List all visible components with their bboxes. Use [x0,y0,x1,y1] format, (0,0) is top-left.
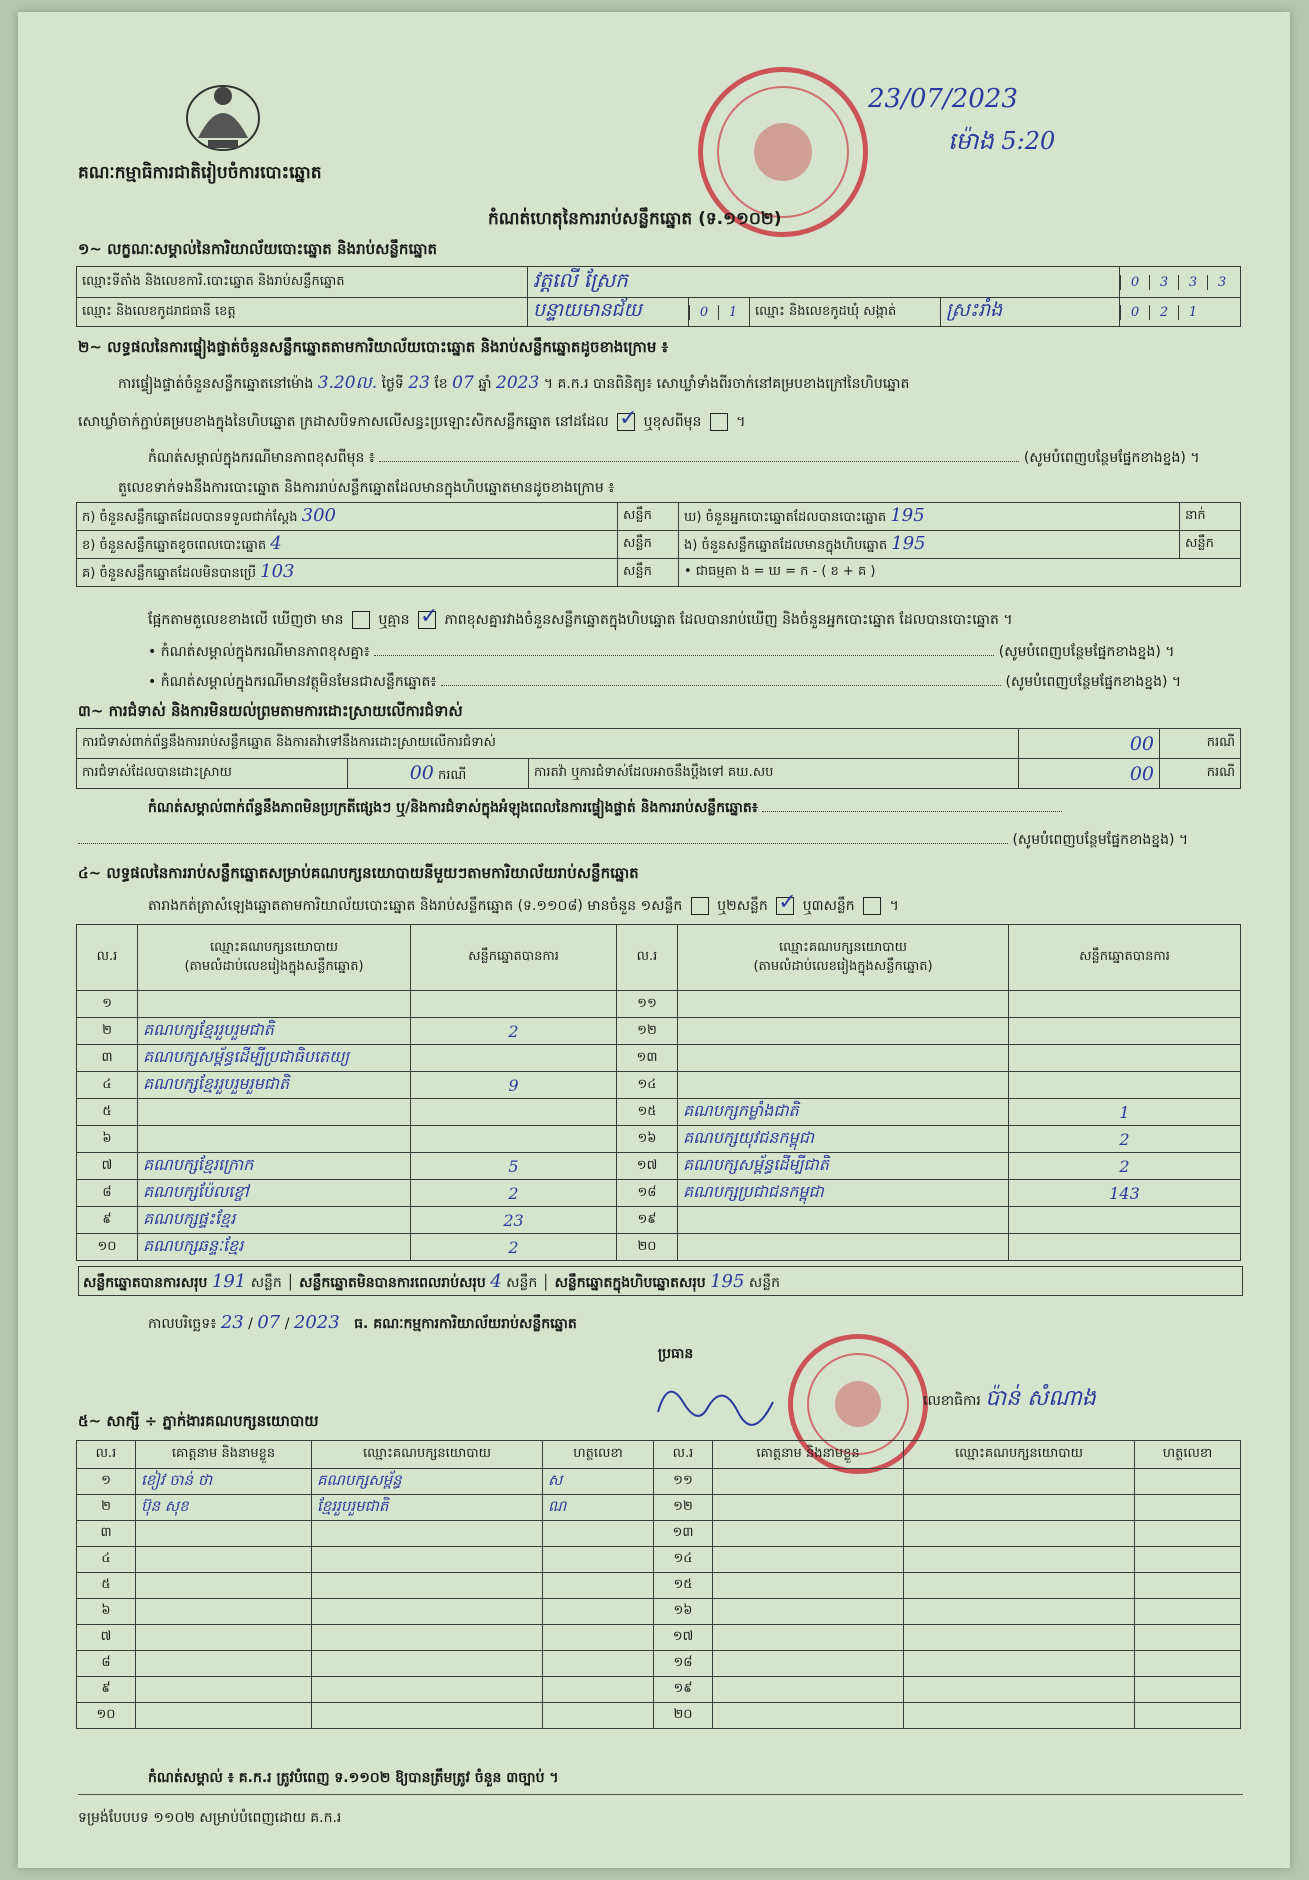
result-votes: 143 [1109,1183,1140,1203]
valid-total-unit: សន្លឹក [250,1275,282,1291]
witness-party: ខ្មែររួបរួមជាតិ [317,1496,389,1515]
col-no-right: ល.រ [617,925,678,991]
committee-label: ធ. គណៈកម្មការការិយាល័យរាប់សន្លឹកឆ្នោត [354,1316,577,1332]
has-diff-checkbox[interactable] [352,611,370,629]
witness-no: ២ [101,1499,111,1514]
appeal-value: 00 [1129,762,1154,785]
results-row [77,1018,1241,1045]
result-no: ១ [102,995,112,1011]
result-no: ១៣ [636,1049,658,1065]
w-col-sign-right: ហត្ថលេខា [1135,1441,1241,1469]
result-party: គណបក្សកម្លាំងជាតិ [683,1101,799,1120]
fill-more-2: (សូមបំពេញបន្ថែមផ្នែកខាងខ្នង) ។ [998,644,1175,660]
section4-title: ៤~ លទ្ធផលនៃការរាប់សន្លឹកឆ្នោតសម្រាប់គណបក្សនយោបាយនីមួយៗតាមការិយាល័យរាប់សន្លឹកឆ្នោត [78,864,639,882]
in-box-value: 195 [891,533,926,554]
witness-signature: ណ [548,1496,567,1515]
objection-value: 00 [1129,732,1154,755]
bullet-diff-line [148,642,1174,663]
box-total-value: 195 [710,1271,745,1292]
province-code-1: 0 [689,305,718,320]
witness-row [77,1469,1241,1495]
result-party: គណបក្សសម្ព័ន្ធដើម្បីប្រជាធិបតេយ្យ [143,1047,350,1066]
witness-name: ខៀវ ចាន់ ថា [141,1470,213,1489]
voters-value: 195 [890,505,925,526]
verify-seal-text: សោឃ្លាំចាក់ភ្ជាប់គម្របខាងក្នុងនៃហិបឆ្នោត ក្រដាសបិទកាសលើសន្ធះប្រឡោះសិកសន្លឹកឆ្នោត នៅដដែល [78,414,609,430]
witness-no: ៩ [101,1681,111,1696]
objection-label: ការជំទាស់ពាក់ព័ន្ធនឹងការរាប់សន្លឹកឆ្នោត និងការតវ៉ាទៅនឹងការដោះស្រាយលើការជំទាស់ [77,729,1019,759]
commune-label: ឈ្មោះ និងលេខកូដឃុំ សង្កាត់ [750,298,941,327]
witness-no: ១១ [673,1473,693,1488]
province-label: ឈ្មោះ និងលេខកូដរាជធានី ខេត្ត [77,298,528,327]
result-no: ១៨ [637,1184,657,1200]
results-row [77,1153,1241,1180]
section5-title: ៥~ សាក្សី ÷ ភ្នាក់ងារគណបក្សនយោបាយ [78,1412,319,1430]
commune-code-2: 2 [1149,305,1178,320]
verify-checked-text: ។ គ.ក.រ បានពិនិត្យ៖ សោឃ្លាំទាំងពីរចាក់នៅគម្របខាងក្រៅនៃហិបឆ្នោត [543,376,910,392]
voters-label: ឃ) ចំនួនអ្នកបោះឆ្នោតដែលបានបោះឆ្នោត [684,510,887,525]
witness-row [77,1573,1241,1599]
result-party: គណបក្សខ្មែរក្រោក [143,1155,254,1174]
no-diff-checkbox[interactable] [418,611,436,629]
box-total-label: សន្លឹកឆ្នោតក្នុងហិបឆ្នោតសរុប [554,1275,706,1291]
discrepancy-text: ភាពខុសគ្នារវាងចំនួនសន្លឹកឆ្នោតក្នុងហិបឆ្នោត ដែលបានរាប់ឃើញ និងចំនួនអ្នកបោះឆ្នោត ដែលបានបោះឆ្នោត ។ [444,612,1013,628]
w-col-name-left: គោត្តនាម និងនាមខ្លួន [136,1441,312,1469]
result-votes: 2 [508,1237,519,1257]
result-no: ៧ [101,1157,113,1173]
date-day: 23 [220,1312,244,1333]
chair-label: ប្រធាន [658,1346,694,1362]
location-code-2: 3 [1149,275,1178,290]
diff-note-label: កំណត់សម្គាល់ក្នុងករណីមានភាពខុសពីមុន ៖ [148,450,375,466]
witness-table [76,1440,1241,1729]
result-votes: 1 [1119,1102,1130,1122]
province-code-2: 1 [718,305,747,320]
results-row [77,1072,1241,1099]
stamp-note-time: ម៉ោង 5:20 [948,127,1056,155]
changed-checkbox[interactable] [710,413,728,431]
witness-name: ប៊ុន សុខ [141,1496,189,1515]
org-name: គណៈកម្មាធិការជាតិរៀបចំការបោះឆ្នោត [78,163,322,183]
w-col-party-right: ឈ្មោះគណបក្សនយោបាយ [904,1441,1135,1469]
result-votes: 2 [1119,1156,1130,1176]
results-row [77,1045,1241,1072]
result-party: គណបក្សផ្ទះខ្មែរ [143,1209,236,1228]
witness-no: ២០ [673,1707,693,1722]
section1-title: ១~ លក្ខណៈសម្គាល់នៃការិយាល័យបោះឆ្នោត និងរាប់សន្លឹកឆ្នោត [78,240,438,258]
w-col-no-left: ល.រ [77,1441,136,1469]
results-row [77,1126,1241,1153]
verify-line-2: សោឃ្លាំចាក់ភ្ជាប់គម្របខាងក្នុងនៃហិបឆ្នោត ក្រដាសបិទកាសលើសន្ធះប្រឡោះសិកសន្លឹកឆ្នោត នៅដដែល ✓ ឬខុសពីមុន ។ [78,412,746,433]
result-no: ១៦ [637,1130,657,1146]
bullet-object-line [148,672,1181,693]
valid-total-value: 191 [211,1271,247,1292]
invalid-total-unit: សន្លឹក [506,1275,538,1291]
result-votes: 2 [508,1183,519,1203]
tally-intro: តារាងកត់ត្រាសំឡេងឆ្នោតតាមការិយាល័យបោះឆ្នោត និងរាប់សន្លឹកឆ្នោត (ទ.១១០៨) មានចំនួន ១សន្លឹក [148,898,683,914]
witness-row [77,1651,1241,1677]
unused-unit: សន្លឹក [618,559,679,587]
results-row [77,991,1241,1018]
result-party: គណបក្សប្រជាជនកម្ពុជា [683,1182,824,1201]
resolved-label: ការជំទាស់ដែលបានដោះស្រាយ [77,759,348,789]
witness-no: ១០ [96,1707,116,1722]
witness-no: ១ [101,1473,111,1488]
secretary-label: លេខាធិការ [923,1393,981,1409]
formula-text: • ជាធម្មតា ង = ឃ = ក - ( ខ + គ ) [679,559,1241,587]
appeal-unit: ករណី [1160,759,1241,789]
verify-time: 3.20ល. [317,373,378,393]
witness-no: ១៩ [673,1681,693,1696]
voters-unit: នាក់ [1180,503,1241,531]
w-col-party-left: ឈ្មោះគណបក្សនយោបាយ [312,1441,543,1469]
chair-signature-icon [648,1372,778,1432]
witness-no: ១៦ [673,1603,693,1618]
result-no: ៥ [102,1103,112,1119]
verify-month: 07 [452,373,474,393]
received-value: 300 [301,505,337,526]
location-code-3: 3 [1178,275,1207,290]
footer-divider [78,1794,1243,1795]
two-sheet-label: ឬ២សន្លឹក [717,898,768,914]
witness-row [77,1625,1241,1651]
result-party: គណបក្សឆន្ទៈខ្មែរ [143,1236,244,1255]
spoiled-label: ខ) ចំនួនសន្លឹកឆ្នោតខូចពេលបោះឆ្នោត [82,538,267,553]
date-line: កាលបរិច្ឆេទ៖ 23 / 07 / 2023 ធ. គណៈកម្មការការិយាល័យរាប់សន្លឹកឆ្នោត [148,1312,577,1333]
w-col-no-right: ល.រ [654,1441,713,1469]
col-votes-left: សន្លឹកឆ្នោតបានការ [411,925,617,991]
figures-table [76,502,1241,587]
objection-unit: ករណី [1160,729,1241,759]
irregularity-label: កំណត់សម្គាល់ពាក់ព័ន្ធនឹងភាពមិនប្រក្រតីផ្សេងៗ ឬ/និងការជំទាស់ក្នុងអំឡុងពេលនៃការផ្ទៀងផ្ទាត់ និងការរាប់សន្លឹកឆ្នោត៖ [148,800,758,816]
result-no: ១៧ [636,1157,658,1173]
resolved-unit: ករណី [438,767,467,783]
results-table [76,924,1241,1261]
witness-no: ១២ [673,1499,693,1514]
witness-row [77,1599,1241,1625]
witness-no: ៤ [101,1551,111,1566]
col-no-left: ល.រ [77,925,138,991]
verify-time-label: ការផ្ទៀងផ្ទាត់ចំនួនសន្លឹកឆ្នោតនៅម៉ោង [118,376,314,392]
form-title: កំណត់ហេតុនៃការរាប់សន្លឹកឆ្នោត (ទ.១១០២) [488,209,782,229]
form-sheet [18,12,1290,1868]
result-no: ១៤ [637,1076,657,1092]
result-no: ១២ [637,1022,657,1038]
figures-intro: តួលេខទាក់ទងនឹងការបោះឆ្នោត និងការរាប់សន្លឹកឆ្នោតដែលមានក្នុងហិបឆ្នោតមានដូចខាងក្រោម ៖ [118,480,615,496]
witness-row [77,1495,1241,1521]
witness-no: ១៤ [673,1551,693,1566]
footer-form-ref: ទម្រង់បែបបទ ១១០២ សម្រាប់បំពេញដោយ គ.ក.រ [78,1810,342,1826]
irregularity-line [148,798,1062,819]
witness-party: គណបក្សសម្ព័ន្ធ [317,1470,402,1489]
discrepancy-line [148,610,1013,631]
date-year: 2023 [293,1312,340,1333]
totals-line: សន្លឹកឆ្នោតបានការសរុប 191 សន្លឹក │ សន្លឹកឆ្នោតមិនបានការពេលរាប់សរុប 4 សន្លឹក │ សន្លឹកឆ្នោតក្នុងហិបឆ្នោតសរុប 195 សន្លឹក [78,1266,1243,1296]
results-row [77,1207,1241,1234]
verify-day: 23 [408,373,430,393]
footer-note: កំណត់សម្គាល់ ៖ គ.ក.រ ត្រូវបំពេញ ទ.១១០២ ឱ្យបានត្រឹមត្រូវ ចំនួន ៣ច្បាប់ ។ [148,1770,559,1786]
result-no: ៤ [102,1076,112,1092]
witness-no: ១៣ [672,1525,694,1540]
verify-year: 2023 [496,373,540,393]
result-party: គណបក្សខ្មែររួបរួមរួមជាតិ [143,1074,290,1093]
irregularity-line-2 [78,830,1188,851]
result-votes: 2 [508,1021,519,1041]
result-no: ១១ [637,995,657,1011]
result-no: ១៩ [637,1211,657,1227]
col-party-sub-left: (តាមលំដាប់លេខរៀងក្នុងសន្លឹកឆ្នោត) [184,958,364,974]
commune-code-1: 0 [1120,305,1149,320]
province-value: បន្ទាយមានជ័យ [533,299,642,321]
location-value: វត្តលើ ស្រែក [533,268,628,292]
resolved-value: 00 [409,761,434,784]
result-no: ៦ [102,1130,112,1146]
nec-emblem-icon [178,68,268,158]
witness-signature: ស [548,1470,563,1489]
witness-no: ១៧ [672,1629,694,1644]
result-no: ៣ [101,1049,113,1065]
section3-title: ៣~ ការជំទាស់ និងការមិនយល់ព្រមតាមការដោះស្រាយលើការជំទាស់ [78,702,463,720]
spoiled-unit: សន្លឹក [618,531,679,559]
three-sheet-checkbox[interactable] [863,897,881,915]
col-party-sub-right: (តាមលំដាប់លេខរៀងក្នុងសន្លឹកឆ្នោត) [753,958,933,974]
witness-row [77,1677,1241,1703]
w-col-sign-left: ហត្ថលេខា [543,1441,654,1469]
one-sheet-checkbox[interactable] [691,897,709,915]
date-month: 07 [257,1312,281,1333]
box-total-unit: សន្លឹក [748,1275,781,1291]
same-checkbox[interactable] [617,413,635,431]
appeal-label: ការតវ៉ា ឬការជំទាស់ដែលអាចនឹងប្តឹងទៅ គឃ.សប [529,759,1019,789]
w-col-name-right: គោត្តនាម និងនាមខ្លួន [713,1441,904,1469]
col-votes-right: សន្លឹកឆ្នោតបានការ [1009,925,1241,991]
result-party: គណបក្សប៉ែលខ្ចៅ [143,1182,249,1201]
witness-row [77,1547,1241,1573]
result-no: ២០ [637,1238,657,1254]
result-no: ១០ [97,1238,117,1254]
verify-year-label: ឆ្នាំ [478,376,492,392]
result-party: គណបក្សខ្មែររួបរួមជាតិ [143,1020,274,1039]
unused-label: គ) ចំនួនសន្លឹកឆ្នោតដែលមិនបានប្រើ [82,566,256,581]
result-votes: 23 [503,1210,524,1230]
invalid-total-label: សន្លឹកឆ្នោតមិនបានការពេលរាប់សរុប [299,1275,486,1291]
verify-line-1 [118,372,909,397]
tally-sheet-line: តារាងកត់ត្រាសំឡេងឆ្នោតតាមការិយាល័យបោះឆ្នោត និងរាប់សន្លឹកឆ្នោត (ទ.១១០៨) មានចំនួន ១សន្លឹក ឬ២សន្លឹក ✓ ឬ៣សន្លឹក ។ [148,896,899,917]
col-party-left: ឈ្មោះគណបក្សនយោបាយ [210,939,338,955]
in-box-label: ង) ចំនួនសន្លឹកឆ្នោតដែលមានក្នុងហិបឆ្នោត [684,538,888,553]
changed-label: ឬខុសពីមុន [643,414,702,430]
witness-row [77,1521,1241,1547]
witness-no: ៧ [100,1629,112,1644]
three-sheet-label: ឬ៣សន្លឹក [802,898,855,914]
location-code-1: 0 [1120,275,1149,290]
fill-more-4: (សូមបំពេញបន្ថែមផ្នែកខាងខ្នង) ។ [1012,832,1189,848]
result-no: ៨ [102,1184,112,1200]
witness-no: ៦ [101,1603,111,1618]
secretary-line [923,1384,1096,1416]
spoiled-value: 4 [270,533,282,554]
result-no: ២ [102,1022,112,1038]
result-party: គណបក្សយុវជនកម្ពុជា [683,1128,814,1147]
unused-value: 103 [260,561,295,582]
valid-total-label: សន្លឹកឆ្នោតបានការសរុប [83,1275,208,1291]
commune-code-3: 1 [1178,305,1207,320]
received-unit: សន្លឹក [618,503,679,531]
result-votes: 2 [1119,1129,1130,1149]
secretary-signature: ប៉ាន់ សំណាង [985,1386,1096,1411]
commune-value: ស្រះរាំង [946,299,1003,321]
result-votes: 5 [508,1156,519,1176]
result-no: ៩ [102,1211,112,1227]
verify-month-label: ខែ [434,376,448,392]
two-sheet-checkbox[interactable] [776,897,794,915]
results-row [77,1180,1241,1207]
witness-no: ៥ [101,1577,111,1592]
result-votes: 9 [508,1075,519,1095]
in-box-unit: សន្លឹក [1180,531,1241,559]
section2-title: ២~ លទ្ធផលនៃការផ្ទៀងផ្ទាត់ចំនួនសន្លឹកឆ្នោតតាមការិយាល័យបោះឆ្នោត និងរាប់សន្លឹកឆ្នោតដូចខាងក្រោម ៖ [78,338,669,356]
results-row [77,1234,1241,1261]
witness-no: ១៨ [673,1655,693,1670]
invalid-total-value: 4 [490,1271,502,1292]
objections-table [76,728,1241,789]
fill-more-3: (សូមបំពេញបន្ថែមផ្នែកខាងខ្នង) ។ [1005,674,1182,690]
verify-day-label: ថ្ងៃទី [381,376,404,392]
result-no: ១៥ [637,1103,657,1119]
witness-no: ៣ [100,1525,112,1540]
received-label: ក) ចំនួនសន្លឹកឆ្នោតដែលបានទទួលជាក់ស្តែង [82,510,298,525]
stamp-note-date: 23/07/2023 [868,84,1018,114]
location-table [76,266,1241,327]
location-label: ឈ្មោះទីតាំង និងលេខការិ.បោះឆ្នោត និងរាប់សន្លឹកឆ្នោត [77,267,528,298]
has-diff-label: ផ្អែកតាមតួលេខខាងលើ ឃើញថា មាន [148,612,344,628]
witness-row [77,1703,1241,1729]
witness-no: ៨ [101,1655,111,1670]
bullet-object-label: • កំណត់សម្គាល់ក្នុងករណីមានវត្ថុមិនមែនជាសន្លឹកឆ្នោត៖ [148,674,437,690]
bullet-diff-label: • កំណត់សម្គាល់ក្នុងករណីមានភាពខុសគ្នា៖ [148,644,370,660]
witness-no: ១៥ [673,1577,693,1592]
location-code-4: 3 [1207,275,1236,290]
col-party-right: ឈ្មោះគណបក្សនយោបាយ [779,939,907,955]
result-party: គណបក្សសម្ព័ន្ធដើម្បីជាតិ [683,1155,829,1174]
fill-more-1: (សូមបំពេញបន្ថែមផ្នែកខាងខ្នង) ។ [1023,450,1200,466]
diff-note-line [148,448,1200,469]
no-diff-label: ឬគ្មាន [378,612,410,628]
date-label: កាលបរិច្ឆេទ៖ [148,1316,217,1332]
results-row [77,1099,1241,1126]
